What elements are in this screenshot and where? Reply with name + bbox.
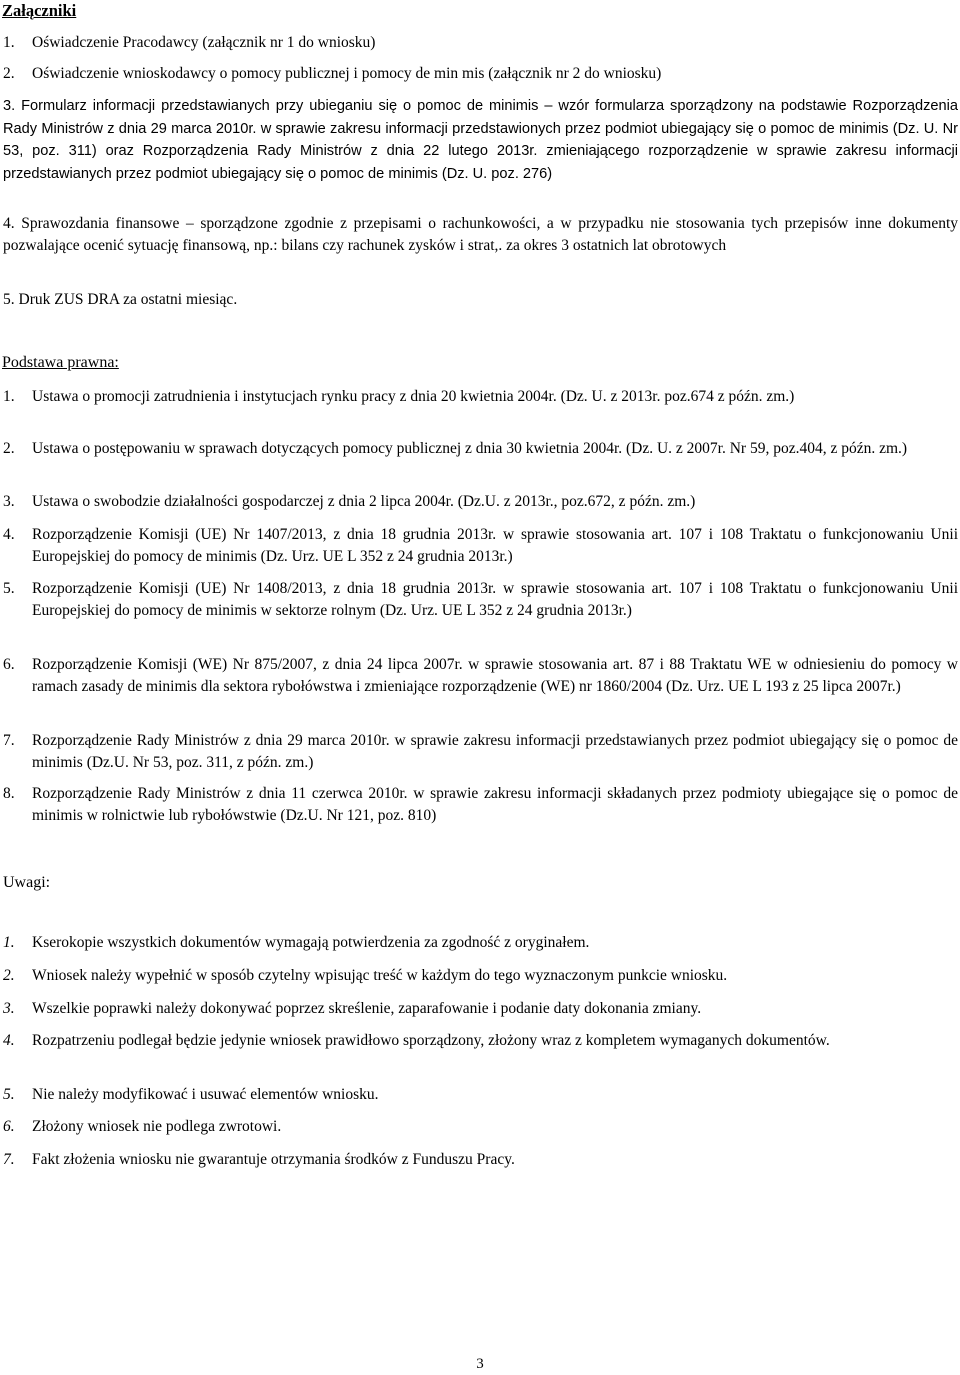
item-number: 3. <box>3 1000 15 1017</box>
item-text: Ustawa o swobodzie działalności gospodarczej z dnia 2 lipca 2004r. (Dz.U. z 2013r., poz.672, z późn. zm.) <box>32 493 696 510</box>
legal-item-3 <box>3 491 958 513</box>
item-text: Rozporządzenie Komisji (UE) Nr 1408/2013, z dnia 18 grudnia 2013r. w sprawie stosowania art. 107 i 108 Traktatu o funkcjonowaniu Unii Europejskiej do pomocy de minimis w sektorze rolnym (Dz. Urz. UE L 352 z 24 grudnia 2013r.) <box>32 580 958 619</box>
item-number: 8. <box>3 785 15 802</box>
attachment-item-5 <box>3 289 958 311</box>
legal-item-4 <box>3 524 958 568</box>
item-number: 4. <box>3 215 15 232</box>
item-text: Rozporządzenie Rady Ministrów z dnia 29 marca 2010r. w sprawie zakresu informacji przedstawianych przez podmiot ubiegający się o pomoc de minimis (Dz.U. Nr 53, poz. 311, z późn. zm.) <box>32 732 958 771</box>
item-number: 3. <box>3 493 15 510</box>
item-text: Formularz informacji przedstawianych przy ubieganiu się o pomoc de minimis – wzór formularza sporządzony na podstawie Rozporządzenia Rady Ministrów z dnia 29 marca 2010r. w sprawie zakresu informacji przedstawionych przez podmiot ubiegający się o pomoc de minimis (Dz. U. Nr 53, poz. 311) oraz Rozporządzenia Rady Ministrów z dnia 22 lutego 2013r. zmieniającego rozporządzenie w sprawie zakresu informacji przedstawianych przez podmiot ubiegający się o pomoc de minimis (Dz. U. poz. 276) <box>3 98 958 182</box>
legal-item-5 <box>3 578 958 622</box>
item-number: 6. <box>3 656 15 673</box>
item-text: Kserokopie wszystkich dokumentów wymagają potwierdzenia za zgodność z oryginałem. <box>32 934 590 951</box>
legal-item-8 <box>3 783 958 827</box>
legal-item-6 <box>3 654 958 698</box>
item-number: 5. <box>3 580 15 597</box>
item-text: Oświadczenie Pracodawcy (załącznik nr 1 do wniosku) <box>32 34 376 51</box>
legal-item-2 <box>3 438 958 460</box>
item-number: 6. <box>3 1118 15 1135</box>
item-text: Złożony wniosek nie podlega zwrotowi. <box>32 1118 282 1135</box>
note-item-1 <box>3 932 958 954</box>
note-item-4 <box>3 1030 958 1052</box>
item-number: 1. <box>3 388 15 405</box>
item-text: Wniosek należy wypełnić w sposób czytelny wpisując treść w każdym do tego wyznaczonym punkcie wniosku. <box>32 967 728 984</box>
item-text: Druk ZUS DRA za ostatni miesiąc. <box>18 291 238 308</box>
note-item-3 <box>3 998 958 1020</box>
attachments-heading: Załączniki <box>2 1 77 20</box>
item-number: 5. <box>3 1086 15 1103</box>
item-text: Rozporządzenie Komisji (WE) Nr 875/2007, z dnia 24 lipca 2007r. w sprawie stosowania art. 87 i 88 Traktatu WE w odniesieniu do pomocy w ramach zasady de minimis dla sektora rybołówstwa i zmieniające rozporządzenie (WE) nr 1860/2004 (Dz. Urz. UE L 193 z 25 lipca 2007r.) <box>32 656 958 695</box>
item-number: 4. <box>3 1032 15 1049</box>
note-item-5 <box>3 1084 958 1106</box>
item-number: 1. <box>3 34 15 51</box>
note-item-2 <box>3 965 958 987</box>
legal-item-7 <box>3 730 958 774</box>
item-number: 2. <box>3 440 15 457</box>
item-number: 5. <box>3 291 15 308</box>
note-item-6 <box>3 1116 958 1138</box>
item-text: Ustawa o promocji zatrudnienia i instytucjach rynku pracy z dnia 20 kwietnia 2004r. (Dz. U. z 2013r. poz.674 z późn. zm.) <box>32 388 795 405</box>
item-number: 3. <box>3 98 16 114</box>
item-number: 2. <box>3 65 15 82</box>
item-number: 2. <box>3 967 15 984</box>
item-number: 4. <box>3 526 15 543</box>
attachment-item-1 <box>3 32 958 54</box>
page-number: 3 <box>476 1356 484 1372</box>
item-text: Rozpatrzeniu podlegał będzie jedynie wniosek prawidłowo sporządzony, złożony wraz z kompletem wymaganych dokumentów. <box>32 1032 830 1049</box>
legal-basis-heading: Podstawa prawna: <box>2 354 119 371</box>
item-number: 7. <box>3 1151 15 1168</box>
attachment-item-4 <box>3 213 958 257</box>
item-number: 1. <box>3 934 15 951</box>
item-text: Oświadczenie wnioskodawcy o pomocy publicznej i pomocy de min mis (załącznik nr 2 do wniosku) <box>32 65 662 82</box>
item-number: 7. <box>3 732 15 749</box>
notes-heading: Uwagi: <box>3 874 51 891</box>
legal-item-1 <box>3 386 958 408</box>
item-text: Nie należy modyfikować i usuwać elementów wniosku. <box>32 1086 379 1103</box>
item-text: Rozporządzenie Komisji (UE) Nr 1407/2013, z dnia 18 grudnia 2013r. w sprawie stosowania art. 107 i 108 Traktatu o funkcjonowaniu Unii Europejskiej do pomocy de minimis (Dz. Urz. UE L 352 z 24 grudnia 2013r.) <box>32 526 958 565</box>
item-text: Rozporządzenie Rady Ministrów z dnia 11 czerwca 2010r. w sprawie zakresu informacji składanych przez podmioty ubiegające się o pomoc de minimis w rolnictwie lub rybołówstwie (Dz.U. Nr 121, poz. 810) <box>32 785 958 824</box>
item-text: Ustawa o postępowaniu w sprawach dotyczących pomocy publicznej z dnia 30 kwietnia 2004r. (Dz. U. z 2007r. Nr 59, poz.404, z późn. zm.) <box>32 440 908 457</box>
attachment-item-3 <box>3 95 958 185</box>
item-text: Fakt złożenia wniosku nie gwarantuje otrzymania środków z Funduszu Pracy. <box>32 1151 515 1168</box>
item-text: Sprawozdania finansowe – sporządzone zgodnie z przepisami o rachunkowości, a w przypadku nie stosowania tych przepisów inne dokumenty pozwalające ocenić sytuację finansową, np.: bilans czy rachunek zysków i strat,. za okres 3 ostatnich lat obrotowych <box>3 215 959 254</box>
item-text: Wszelkie poprawki należy dokonywać poprzez skreślenie, zaparafowanie i podanie daty dokonania zmiany. <box>32 1000 702 1017</box>
attachment-item-2 <box>3 63 958 85</box>
note-item-7 <box>3 1149 958 1171</box>
